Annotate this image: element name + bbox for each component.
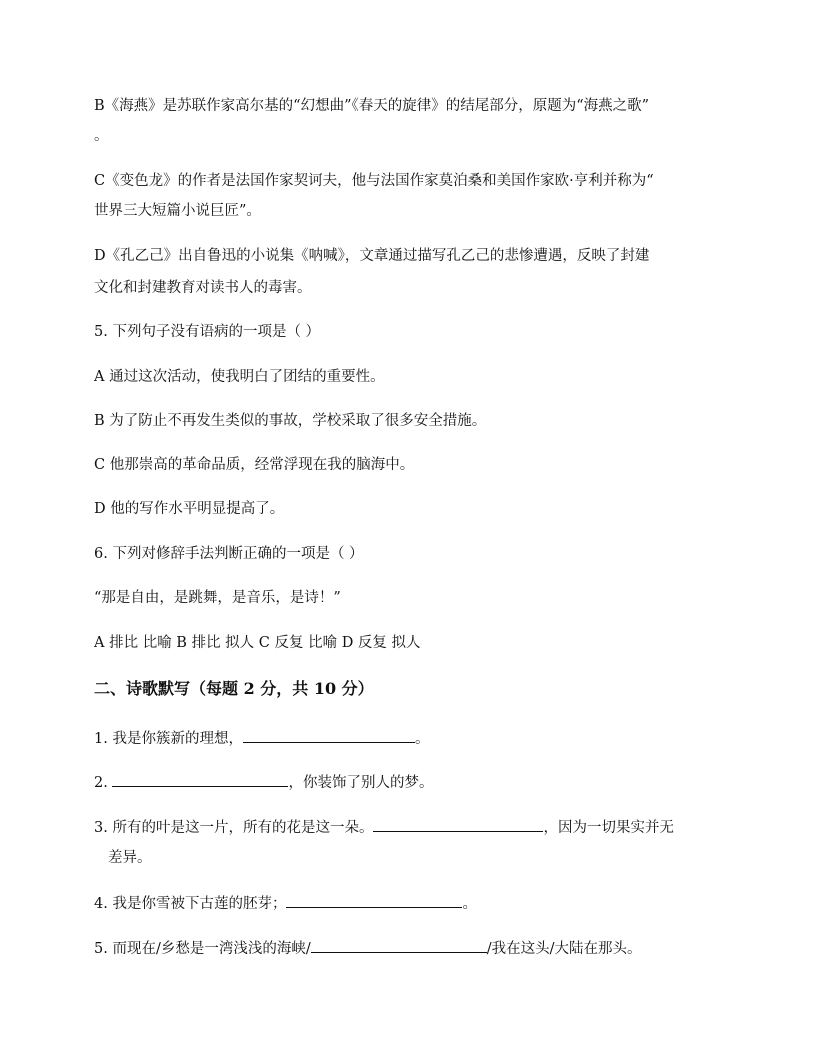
question-5-option-b: B 为了防止不再发生类似的事故，学校采取了很多安全措施。: [94, 413, 487, 429]
question-4-option-d-line-2: 文化和封建教育对读书人的毒害。: [94, 280, 312, 296]
poem-question-3-text: 3. 所有的叶是这一片，所有的花是这一朵。: [94, 820, 374, 836]
poem-question-5-end: /我在这头/大陆在那头。: [486, 941, 642, 957]
question-5-option-c: C 他那崇高的革命品质，经常浮现在我的脑海中。: [94, 457, 415, 473]
poem-question-2-text: ，你装饰了别人的梦。: [288, 775, 434, 791]
poem-question-1: [94, 728, 724, 749]
poem-question-4: [94, 893, 724, 914]
poem-question-5: [94, 938, 724, 959]
answer-blank-3[interactable]: [373, 817, 543, 832]
question-6-options: A 排比 比喻 B 排比 拟人 C 反复 比喻 D 反复 拟人: [94, 635, 421, 651]
question-4-option-b-line-1: B《海燕》是苏联作家高尔基的“幻想曲”《春天的旋律》的结尾部分，原题为“海燕之歌”: [94, 98, 650, 114]
question-4-option-b-line-2: 。: [94, 128, 109, 144]
answer-blank-4[interactable]: [286, 893, 462, 908]
question-6-stem: 6. 下列对修辞手法判断正确的一项是（ ）: [94, 546, 364, 562]
poem-question-4-end: 。: [462, 896, 477, 912]
question-5-stem: 5. 下列句子没有语病的一项是（ ）: [94, 324, 321, 340]
question-4-option-c-line-2: 世界三大短篇小说巨匠”。: [94, 203, 261, 219]
question-4-option-d-line-1: D《孔乙己》出自鲁迅的小说集《呐喊》，文章通过描写孔乙己的悲惨遭遇，反映了封建: [94, 248, 650, 264]
poem-question-3-continuation: ，因为一切果实并无: [543, 820, 674, 836]
poem-question-3-line-2: 差异。: [108, 850, 152, 866]
poem-question-1-end: 。: [414, 731, 430, 747]
poem-question-5-text: 5. 而现在/乡愁是一湾浅浅的海峡/: [94, 941, 311, 957]
question-5-option-d: D 他的写作水平明显提高了。: [94, 501, 285, 517]
answer-blank-2[interactable]: [112, 772, 288, 787]
question-5-option-a: A 通过这次活动，使我明白了团结的重要性。: [94, 369, 385, 385]
question-4-option-c-line-1: C《变色龙》的作者是法国作家契诃夫，他与法国作家莫泊桑和美国作家欧·亨利并称为“: [94, 173, 654, 189]
poem-question-4-text: 4. 我是你雪被下古莲的胚芽；: [94, 896, 287, 912]
poem-question-1-text: 1. 我是你簇新的理想，: [94, 731, 243, 747]
poem-question-2-number: 2.: [94, 775, 113, 791]
poem-question-3-line-1: [94, 817, 724, 838]
answer-blank-5[interactable]: [311, 938, 487, 953]
poem-question-2: [94, 772, 724, 793]
question-6-quote: “那是自由，是跳舞，是音乐，是诗！”: [94, 590, 341, 606]
section-2-heading: 二、诗歌默写（每题 2 分，共 10 分）: [94, 679, 374, 698]
answer-blank-1[interactable]: [243, 728, 415, 743]
